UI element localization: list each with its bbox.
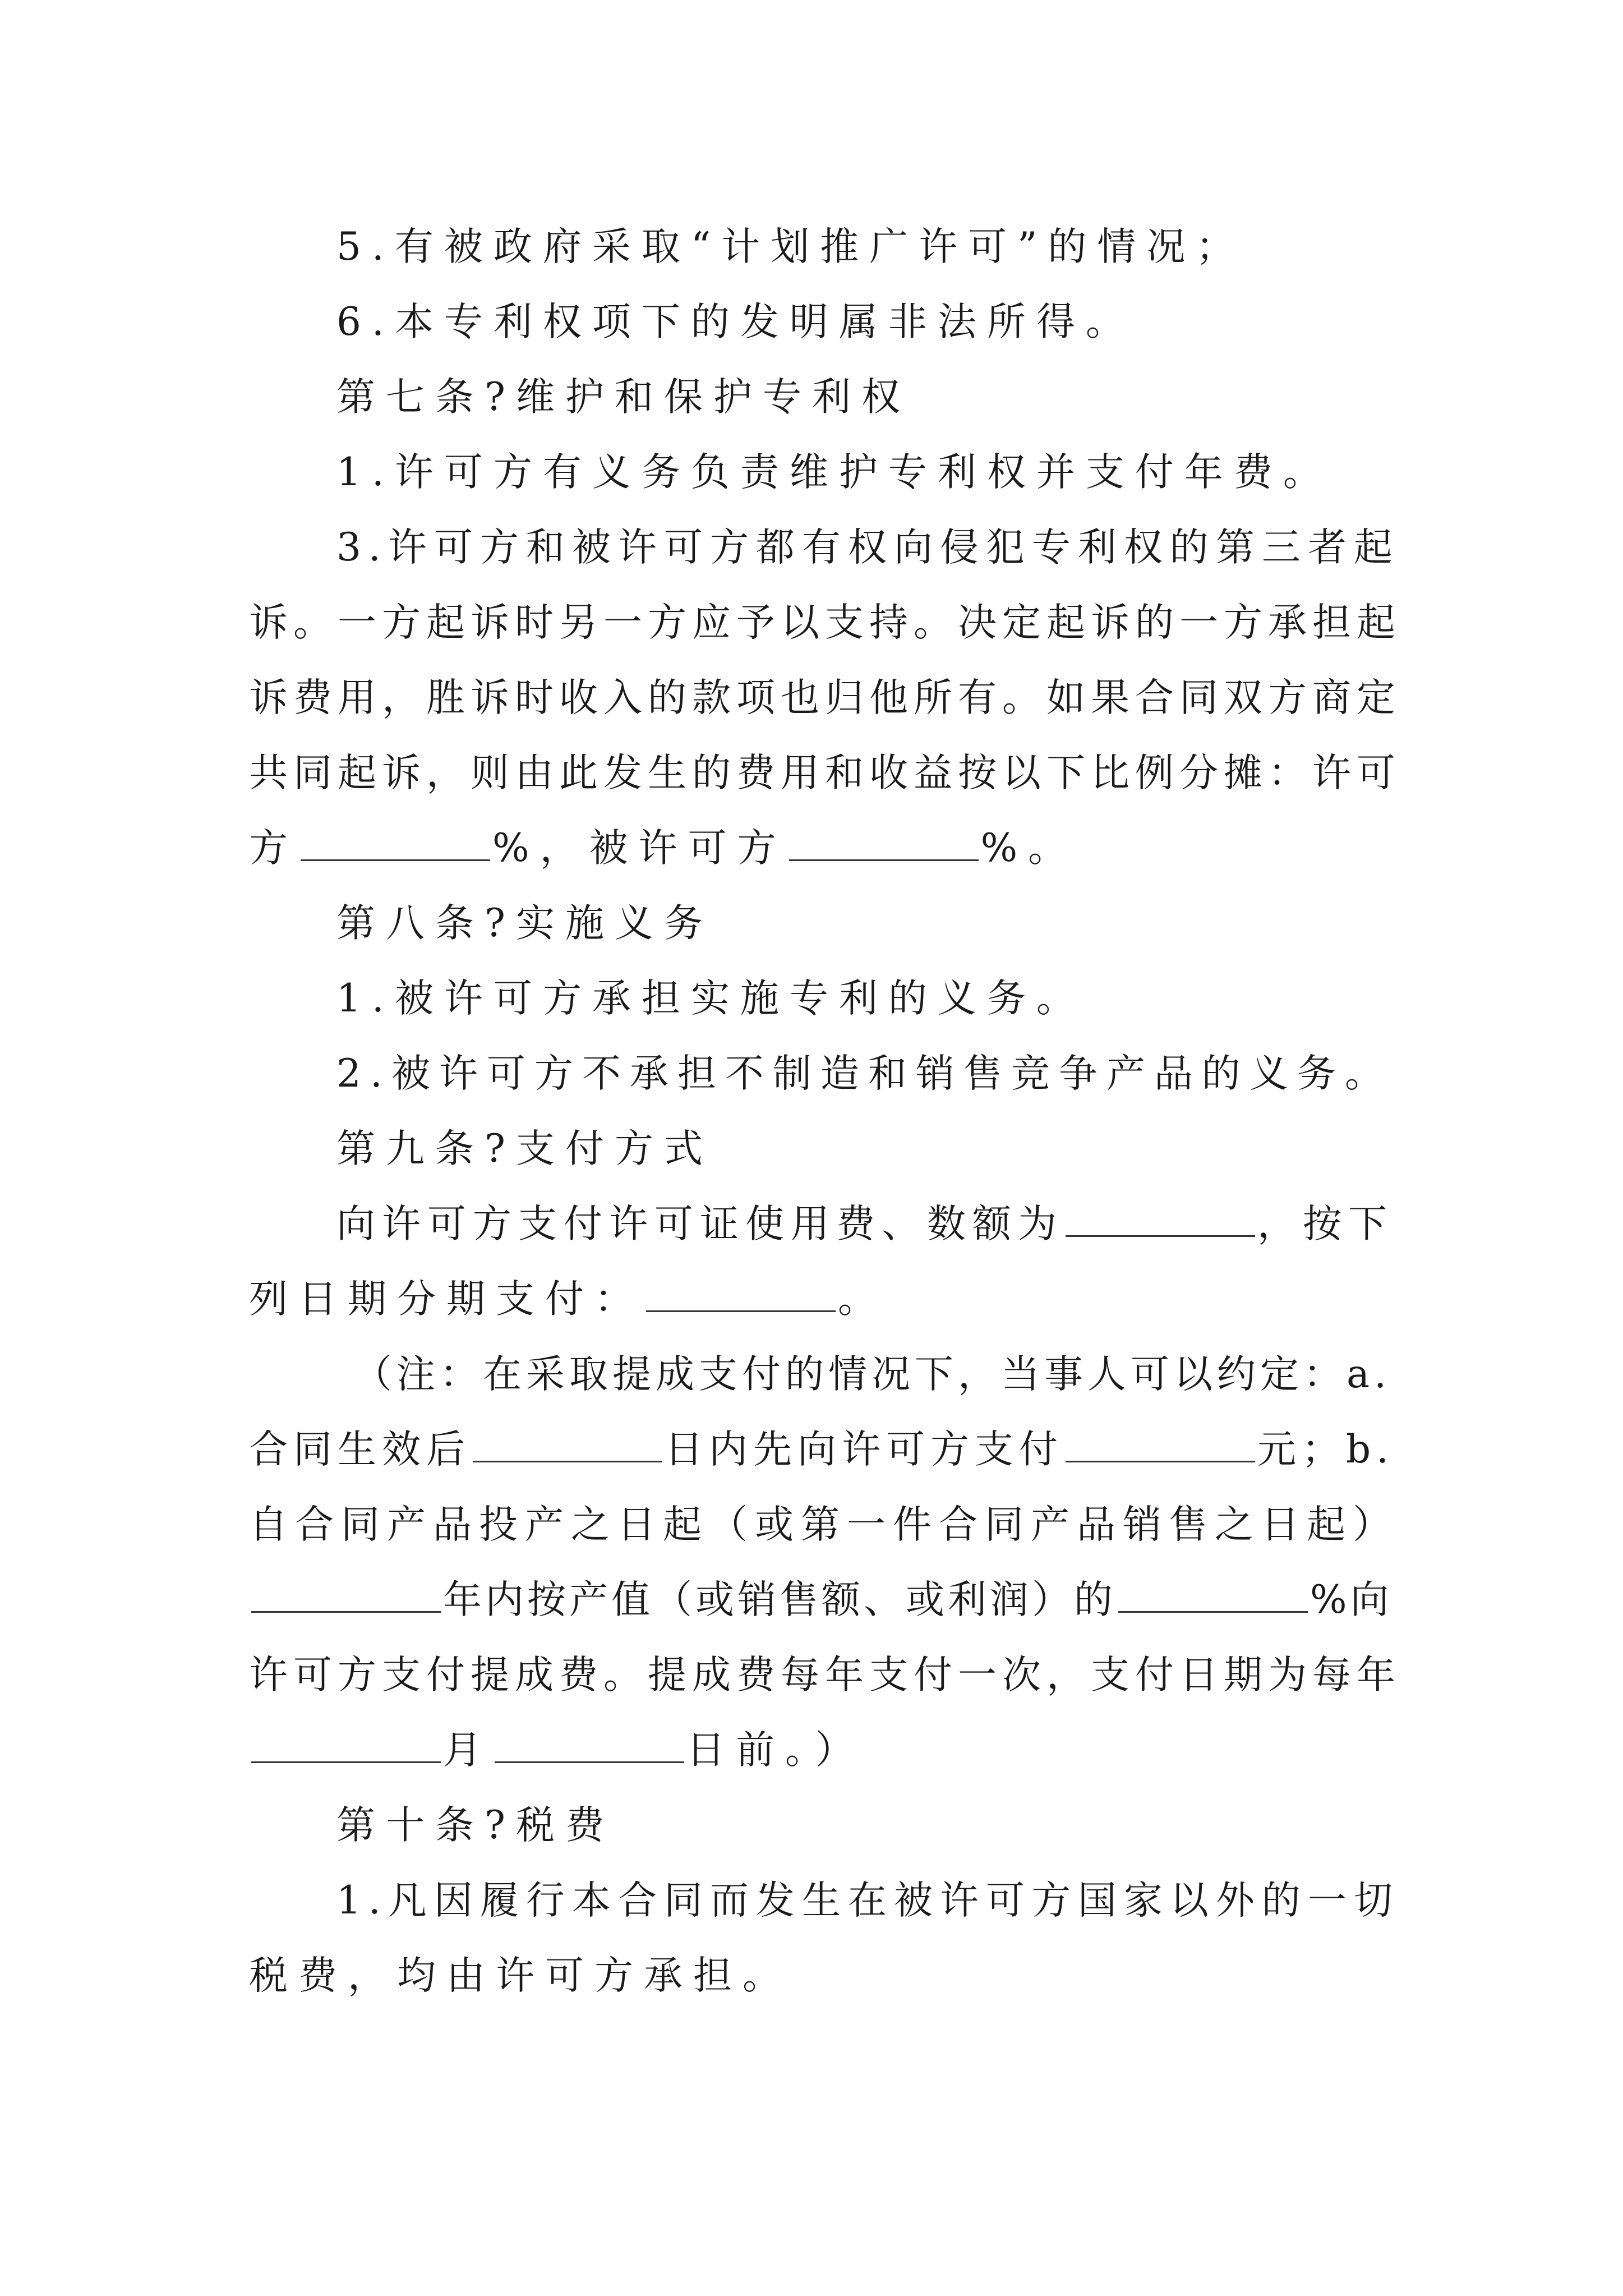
installment-dates-blank bbox=[646, 1276, 836, 1312]
clause-item-5: 5.有被政府采取“计划推广许可”的情况； bbox=[336, 224, 1246, 269]
article-7-item-3-line-3: 诉费用，胜诉时收入的款项也归他所有。如果合同双方商定 bbox=[249, 675, 1401, 720]
fee-amount-blank bbox=[1066, 1200, 1255, 1237]
note-line-1: （注：在采取提成支付的情况下，当事人可以约定：a. bbox=[353, 1352, 1391, 1397]
initial-payment-blank bbox=[1066, 1426, 1255, 1462]
month-blank bbox=[251, 1727, 441, 1763]
years-blank bbox=[251, 1576, 441, 1613]
note-line-2: 合同生效后 日内先向许可方支付 元；b. bbox=[249, 1427, 1395, 1472]
note-line-4: 年内按产值（或销售额、或利润）的 %向 bbox=[249, 1575, 1393, 1625]
article-8-item-2: 2.被许可方不承担不制造和销售竞争产品的义务。 bbox=[336, 1051, 1393, 1096]
article-7-item-3-line-4: 共同起诉，则由此发生的费用和收益按以下比例分摊：许可 bbox=[249, 751, 1401, 795]
article-7-item-3-line-5: 方 %，被许可方 %。 bbox=[249, 826, 1078, 871]
article-7-heading: 第七条?维护和保护专利权 bbox=[336, 375, 911, 420]
article-9-heading: 第九条?支付方式 bbox=[336, 1126, 713, 1171]
article-10-item-1-line-1: 1.凡因履行本合同而发生在被许可方国家以外的一切 bbox=[336, 1878, 1400, 1923]
article-8-item-1: 1.被许可方承担实施专利的义务。 bbox=[336, 976, 1086, 1021]
note-line-6: 月 日前。） bbox=[249, 1725, 865, 1775]
licensor-share-blank bbox=[301, 825, 490, 861]
days-after-effective-blank bbox=[473, 1426, 662, 1462]
article-7-item-3-line-2: 诉。一方起诉时另一方应予以支持。决定起诉的一方承担起 bbox=[249, 600, 1401, 645]
day-blank bbox=[495, 1727, 684, 1763]
article-7-item-1: 1.许可方有义务负责维护专利权并支付年费。 bbox=[336, 450, 1332, 495]
article-8-heading: 第八条?实施义务 bbox=[336, 901, 713, 946]
article-7-item-3-line-1: 3.许可方和被许可方都有权向侵犯专利权的第三者起 bbox=[336, 525, 1400, 570]
licensee-share-blank bbox=[789, 825, 979, 861]
article-10-heading: 第十条?税费 bbox=[336, 1803, 615, 1848]
article-9-paragraph-line-2: 列日期分期支付： 。 bbox=[249, 1277, 887, 1322]
note-line-3: 自合同产品投产之日起（或第一件合同产品销售之日起） bbox=[249, 1502, 1399, 1547]
note-line-5: 许可方支付提成费。提成费每年支付一次，支付日期为每年 bbox=[249, 1653, 1401, 1697]
royalty-percent-blank bbox=[1118, 1576, 1308, 1613]
article-10-item-1-line-2: 税费，均由许可方承担。 bbox=[249, 1953, 792, 1998]
article-9-paragraph-line-1: 向许可方支付许可证使用费、数额为 ，按下 bbox=[336, 1202, 1394, 1246]
clause-item-6: 6.本专利权项下的发明属非法所得。 bbox=[336, 300, 1135, 344]
